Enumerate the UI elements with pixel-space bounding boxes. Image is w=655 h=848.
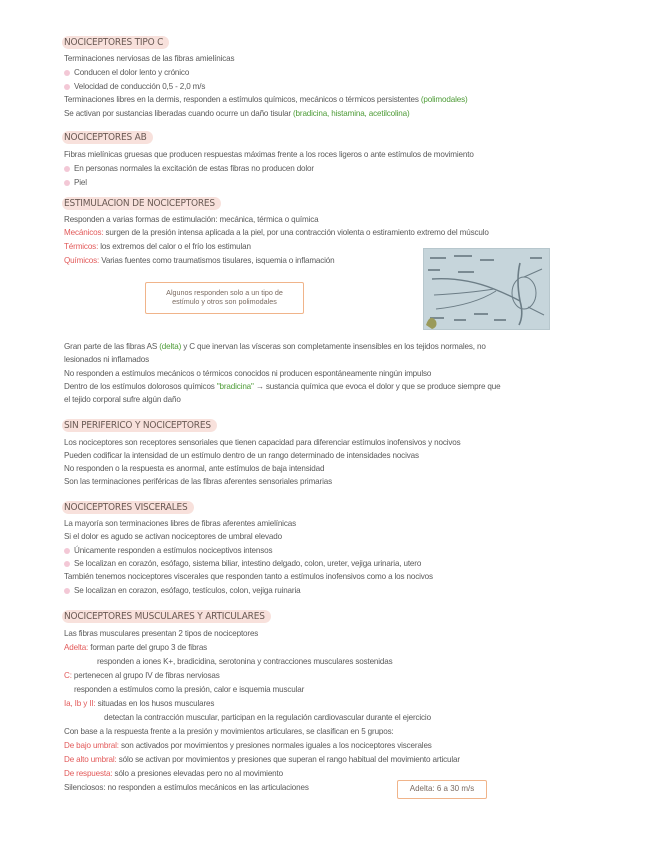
text-line: detectan la contracción muscular, participan en la regulación cardiovascular durante el ejercicio bbox=[104, 713, 431, 722]
section-title-ab: NOCICEPTORES AB bbox=[62, 131, 153, 144]
text-line: responden a iones K+, bradicidina, serotonina y contracciones musculares sostenidas bbox=[97, 657, 393, 666]
text-line: Los nociceptores son receptores sensoriales que tienen capacidad para diferenciar estímulos inofensivos y nocivos bbox=[64, 438, 461, 447]
text-line: lesionados ni inflamados bbox=[64, 355, 150, 364]
bullet-item: Se localizan en corazon, esófago, testículos, colon, vejiga ruinaria bbox=[64, 586, 300, 596]
text-line: Mecánicos: surgen de la presión intensa aplicada a la piel, por una contracción violenta o estiramiento extremo del músculo bbox=[64, 228, 489, 237]
text-line: Si el dolor es agudo se activan nociceptores de umbral elevado bbox=[64, 532, 282, 541]
text-line: Dentro de los estímulos dolorosos químicos "bradicina" → sustancia química que evoca el dolor y que se produce siempre que bbox=[64, 382, 501, 391]
section-title-snp: SIN PERIFERICO Y NOCICEPTORES bbox=[62, 419, 217, 432]
text-line: De respuesta: sólo a presiones elevadas pero no al movimiento bbox=[64, 769, 283, 778]
text-line: Responden a varias formas de estimulación: mecánica, térmica o química bbox=[64, 215, 319, 224]
text-line: Térmicos: los extremos del calor o el frío los estimulan bbox=[64, 242, 251, 251]
text-line: La mayoría son terminaciones libres de fibras aferentes amielínicas bbox=[64, 519, 296, 528]
text-line: Son las terminaciones periféricas de las fibras aferentes sensoriales primarias bbox=[64, 477, 332, 486]
text-line: De alto umbral: sólo se activan por movimientos y presiones que superan el rango habitual del movimiento articular bbox=[64, 755, 460, 764]
text-line: responden a estímulos como la presión, calor e isquemia muscular bbox=[74, 685, 305, 694]
bullet-item: Únicamente responden a estímulos nociceptivos intensos bbox=[64, 546, 272, 556]
text-line: Silenciosos: no responden a estímulos mecánicos en las articulaciones bbox=[64, 783, 309, 792]
text-line: Terminaciones libres en la dermis, responden a estímulos químicos, mecánicos o térmicos persistentes (polimodales) bbox=[64, 95, 468, 104]
text-line: Gran parte de las fibras AS (delta) y C que inervan las vísceras son completamente insensibles en los tejidos normales, no bbox=[64, 342, 486, 351]
bullet-item: Piel bbox=[64, 178, 87, 188]
bullet-item: Conducen el dolor lento y crónico bbox=[64, 68, 189, 78]
text-line: Las fibras musculares presentan 2 tipos de nociceptores bbox=[64, 629, 259, 638]
section-title-c: NOCICEPTORES TIPO C bbox=[62, 36, 169, 49]
text-line: Terminaciones nerviosas de las fibras amielínicas bbox=[64, 54, 235, 63]
section-title-estimulacion: ESTIMULACION DE NOCICEPTORES bbox=[62, 197, 221, 210]
text-line: Se activan por sustancias liberadas cuando ocurre un daño tisular (bradicina, histamina, acetilcolina) bbox=[64, 109, 410, 118]
text-line: También tenemos nociceptores viscerales que responden tanto a estímulos inofensivos como a los nocivos bbox=[64, 572, 433, 581]
text-line: No responden o la respuesta es anormal, ante estímulos de baja intensidad bbox=[64, 464, 325, 473]
nerve-diagram-image bbox=[423, 248, 550, 330]
note-box: Algunos responden solo a un tipo de estímulo y otros son polimodales bbox=[145, 282, 304, 314]
text-line: C: pertenecen al grupo IV de fibras nerviosas bbox=[64, 671, 220, 680]
bullet-item: Velocidad de conducción 0,5 - 2,0 m/s bbox=[64, 82, 205, 92]
text-line: No responden a estímulos mecánicos o térmicos conocidos ni producen espontáneamente ningún impulso bbox=[64, 369, 432, 378]
bullet-item: Se localizan en corazón, esófago, sistema biliar, intestino delgado, colon, ureter, vejiga urinaria, utero bbox=[64, 559, 421, 569]
text-line: Fibras mielínicas gruesas que producen respuestas máximas frente a los roces ligeros o ante estímulos de movimiento bbox=[64, 150, 474, 159]
section-title-musculares: NOCICEPTORES MUSCULARES Y ARTICULARES bbox=[62, 610, 271, 623]
text-line: Químicos: Varias fuentes como traumatismos tisulares, isquemia o inflamación bbox=[64, 256, 335, 265]
bullet-item: En personas normales la excitación de estas fibras no producen dolor bbox=[64, 164, 314, 174]
text-line: el tejido corporal sufre algún daño bbox=[64, 395, 181, 404]
text-line: Pueden codificar la intensidad de un estímulo dentro de un rango determinado de intensidades nocivas bbox=[64, 451, 419, 460]
text-line: Con base a la respuesta frente a la presión y movimientos articulares, se clasifican en 5 grupos: bbox=[64, 727, 394, 736]
text-line: De bajo umbral: son activados por movimientos y presiones normales iguales a los nociceptores viscerales bbox=[64, 741, 432, 750]
section-title-viscerales: NOCICEPTORES VISCERALES bbox=[62, 501, 194, 514]
text-line: Adelta: forman parte del grupo 3 de fibras bbox=[64, 643, 208, 652]
text-line: Ia, Ib y II: situadas en los husos musculares bbox=[64, 699, 215, 708]
note-box: Adelta: 6 a 30 m/s bbox=[397, 780, 487, 799]
